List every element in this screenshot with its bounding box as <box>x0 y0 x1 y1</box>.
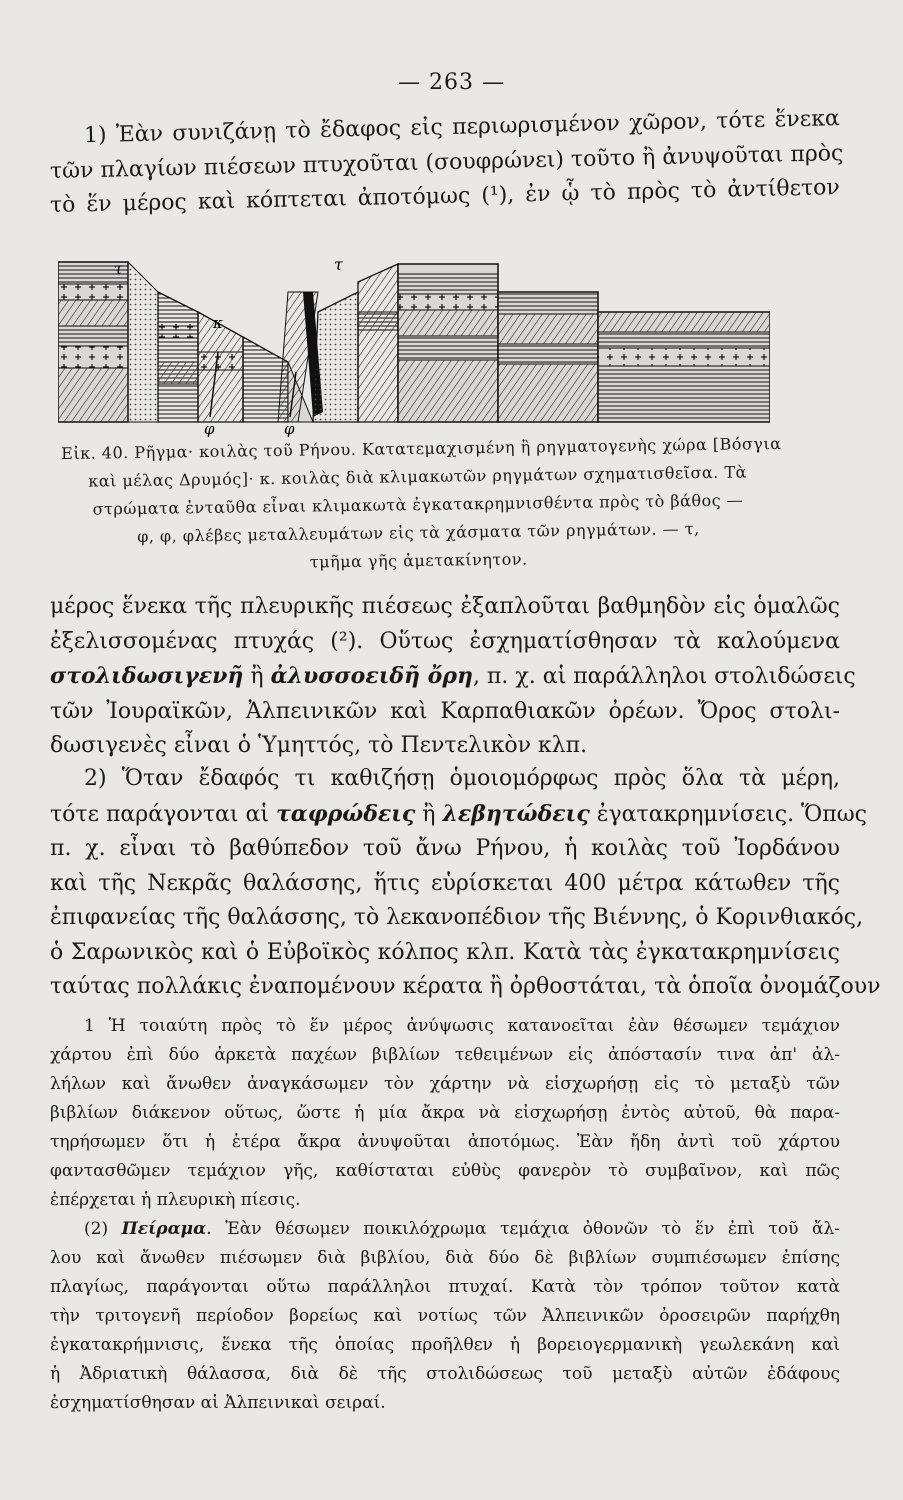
text-line: τῶν Ἰουραϊκῶν, Ἀλπεινικῶν καὶ Καρπαθιακῶν ὀρέων. Ὄρος στολι- <box>50 698 840 724</box>
label-tau-left: τ <box>114 259 123 278</box>
label-tau-right: τ <box>334 255 343 274</box>
text-span: ἢ <box>243 664 271 689</box>
text-line: 2) Ὅταν ἔδαφός τι καθιζήσῃ ὁμοιομόρφως πρὸς ὅλα τὰ μέρη, <box>84 766 840 791</box>
footnote-line: τηρήσωμεν ὅτι ἡ ἑτέρα ἄκρα ἀνυψοῦται ἀποτόμως. Ἐὰν ἤδη ἀντὶ τοῦ χάρτου <box>50 1132 840 1152</box>
footnote-line <box>50 1215 840 1244</box>
footnote-line: φαντασθῶμεν τεμάχιον γῆς, καθίσταται εὐθὺς φανερὸν τὸ συμβαῖνον, καὶ πῶς <box>50 1161 840 1181</box>
text-line: τὸ ἕν μέρος καὶ κόπτεται ἀποτόμως (¹), ἐν ᾧ τὸ πρὸς τὸ ἀντίθετον <box>49 175 841 218</box>
footnote-line: λήλων καὶ ἄνωθεν ἀναγκάσωμεν τὸν χάρτην νὰ εἰσχωρήσῃ εἰς τὸ μεταξὺ τῶν <box>50 1074 840 1094</box>
caption-line: φ, φ, φλέβες μεταλλευμάτων εἰς τὰ χάσματα τῶν ρηγμάτων. — τ, <box>136 519 700 546</box>
term-peirama: Πείραμα <box>121 1219 207 1239</box>
footnote-line: τὴν τριτογενῆ περίοδον βορείως καὶ νοτίως τῶν Ἀλπεινικῶν ὀροσειρῶν παρήχθη <box>50 1306 840 1326</box>
text-line: ἐπιφανείας τῆς θαλάσσης, τὸ λεκανοπέδιον τῆς Βιέννης, ὁ Κορινθιακός, <box>50 905 864 930</box>
label-phi-right: φ <box>284 420 295 437</box>
page-number: — 263 — <box>398 70 505 95</box>
text-span: ἢ <box>415 801 443 827</box>
text-line: ὁ Σαρωνικὸς καὶ ὁ Εὐβοϊκὸς κόλπος κλπ. Κατὰ τὰς ἐγκατακρημνίσεις <box>50 939 840 965</box>
footnote-2 <box>50 1215 840 1418</box>
text-line: ἐξελισσομένας πτυχάς (²). Οὕτως ἐσχηματίσθησαν τὰ καλούμενα <box>50 628 840 654</box>
text-line: μέρος ἕνεκα τῆς πλευρικῆς πιέσεως ἐξαπλοῦται βαθμηδὸν εἰς ὁμαλῶς <box>50 594 840 619</box>
footnote-line: βιβλίων διάκενον οὕτως, ὥστε ἡ μία ἄκρα νὰ εἰσχωρήσῃ ἐντὸς αὐτοῦ, θὰ παρα- <box>50 1103 840 1123</box>
footnote-line: 1 Ἡ τοιαύτη πρὸς τὸ ἕν μέρος ἀνύψωσις κατανοεῖται ἐὰν θέσωμεν τεμάχιον <box>84 1016 840 1036</box>
caption-line: καὶ μέλας Δρυμός]· κ. κοιλὰς διὰ κλιμακωτῶν ρηγμάτων σχηματισθεῖσα. Τὰ <box>88 462 747 491</box>
text-line: τῶν πλαγίων πιέσεων πτυχοῦται (σουφρώνει) τοῦτο ἢ ἀνυψοῦται πρὸς <box>49 140 844 184</box>
footnote-line: ἐγκατακρήμνισις, ἕνεκα τῆς ὁποίας προῆλθεν ἡ βορειογερμανικὴ γεωλεκάνη καὶ <box>50 1335 840 1355</box>
label-kappa: κ <box>213 314 223 332</box>
top-paragraph <box>49 106 844 224</box>
footnote-1 <box>50 1012 840 1215</box>
footnote-line: πλαγίως, παράγονται οὕτω παράλληλοι πτυχαί. Κατὰ τὸν τρόπον τοῦτον κατὰ <box>50 1277 840 1297</box>
caption-line: τμῆμα γῆς ἀμετακίνητον. <box>309 549 528 572</box>
text-line: ταύτας πολλάκις ἐναπομένουν κέρατα ἢ ὀρθοστάται, τὰ ὁποῖα ὀνομάζουν <box>50 974 881 999</box>
text-span: , π. χ. αἱ παράλληλοι στολιδώσεις <box>472 664 856 689</box>
fault-cross-section-figure <box>58 252 770 437</box>
text-line <box>50 797 867 833</box>
text-span: τότε παράγονται αἱ <box>50 801 276 827</box>
text-span: ἐγατακρημνίσεις. Ὅπως <box>589 801 867 827</box>
figure-caption <box>61 430 782 580</box>
footnote-line: ἐσχηματίσθησαν αἱ Ἀλπεινικαὶ σειραί. <box>50 1393 386 1413</box>
term-levitodeis: λεβητώδεις <box>442 800 590 827</box>
paragraph-1 <box>50 590 856 764</box>
right-steps <box>313 264 770 422</box>
caption-line: Εἰκ. 40. Ρῆγμα· κοιλὰς τοῦ Ρήνου. Κατατεμαχισμένη ἢ ρηγματογενὴς χώρα [Βόσγια <box>61 433 782 464</box>
caption-line: στρώματα ἐνταῦθα εἶναι κλιμακωτὰ ἐγκατακρημνισθέντα πρὸς τὸ βάθος — <box>92 490 744 519</box>
term-stolidosigeni: στολιδωσιγενῆ <box>50 663 244 689</box>
footnote-line: ἐπέρχεται ἡ πλευρικὴ πίεσις. <box>50 1190 301 1210</box>
footnote-line: χάρτου ἐπὶ δύο ἀρκετὰ παχέων βιβλίων τεθειμένων εἰς ἀπόστασίν τινα ἀπ' ἀλ- <box>50 1045 840 1065</box>
term-alyssoeidi: ἀλυσσοειδῆ ὄρη <box>270 663 473 689</box>
left-block <box>58 262 158 422</box>
footnote-label: (2) <box>84 1219 122 1239</box>
text-line: 1) Ἐὰν συνιζάνῃ τὸ ἔδαφος εἰς περιωρισμένον χῶρον, τότε ἕνεκα <box>83 106 841 149</box>
label-phi-left: φ <box>204 420 215 437</box>
text-line: δωσιγενὲς εἶναι ὁ Ὑμηττός, τὸ Πεντελικὸν κλπ. <box>50 733 588 758</box>
text-line <box>50 659 856 695</box>
footnote-line: ἡ Ἀδριατικὴ θάλασσα, διὰ δὲ τῆς στολιδώσεως τοῦ μεταξὺ αὐτῶν ἐδάφους <box>50 1364 840 1384</box>
text-line: καὶ τῆς Νεκρᾶς θαλάσσης, ἥτις εὑρίσκεται 400 μέτρα κάτωθεν τῆς <box>50 870 840 896</box>
text-span: . Ἐὰν θέσωμεν ποικιλόχρωμα τεμάχια ὀθονῶν τὸ ἕν ἐπὶ τοῦ ἄλ- <box>206 1219 841 1239</box>
paragraph-2 <box>50 762 881 1005</box>
term-tafrodeis: ταφρώδεις <box>275 800 416 827</box>
graben-steps <box>158 292 323 422</box>
footnote-line: λου καὶ ἄνωθεν πιέσωμεν διὰ βιβλίου, διὰ δύο δὲ βιβλίων συμπιέσωμεν ἐπίσης <box>50 1248 840 1268</box>
text-line: π. χ. εἶναι τὸ βαθύπεδον τοῦ ἄνω Ρήνου, ἡ κοιλὰς τοῦ Ἰορδάνου <box>50 836 840 861</box>
